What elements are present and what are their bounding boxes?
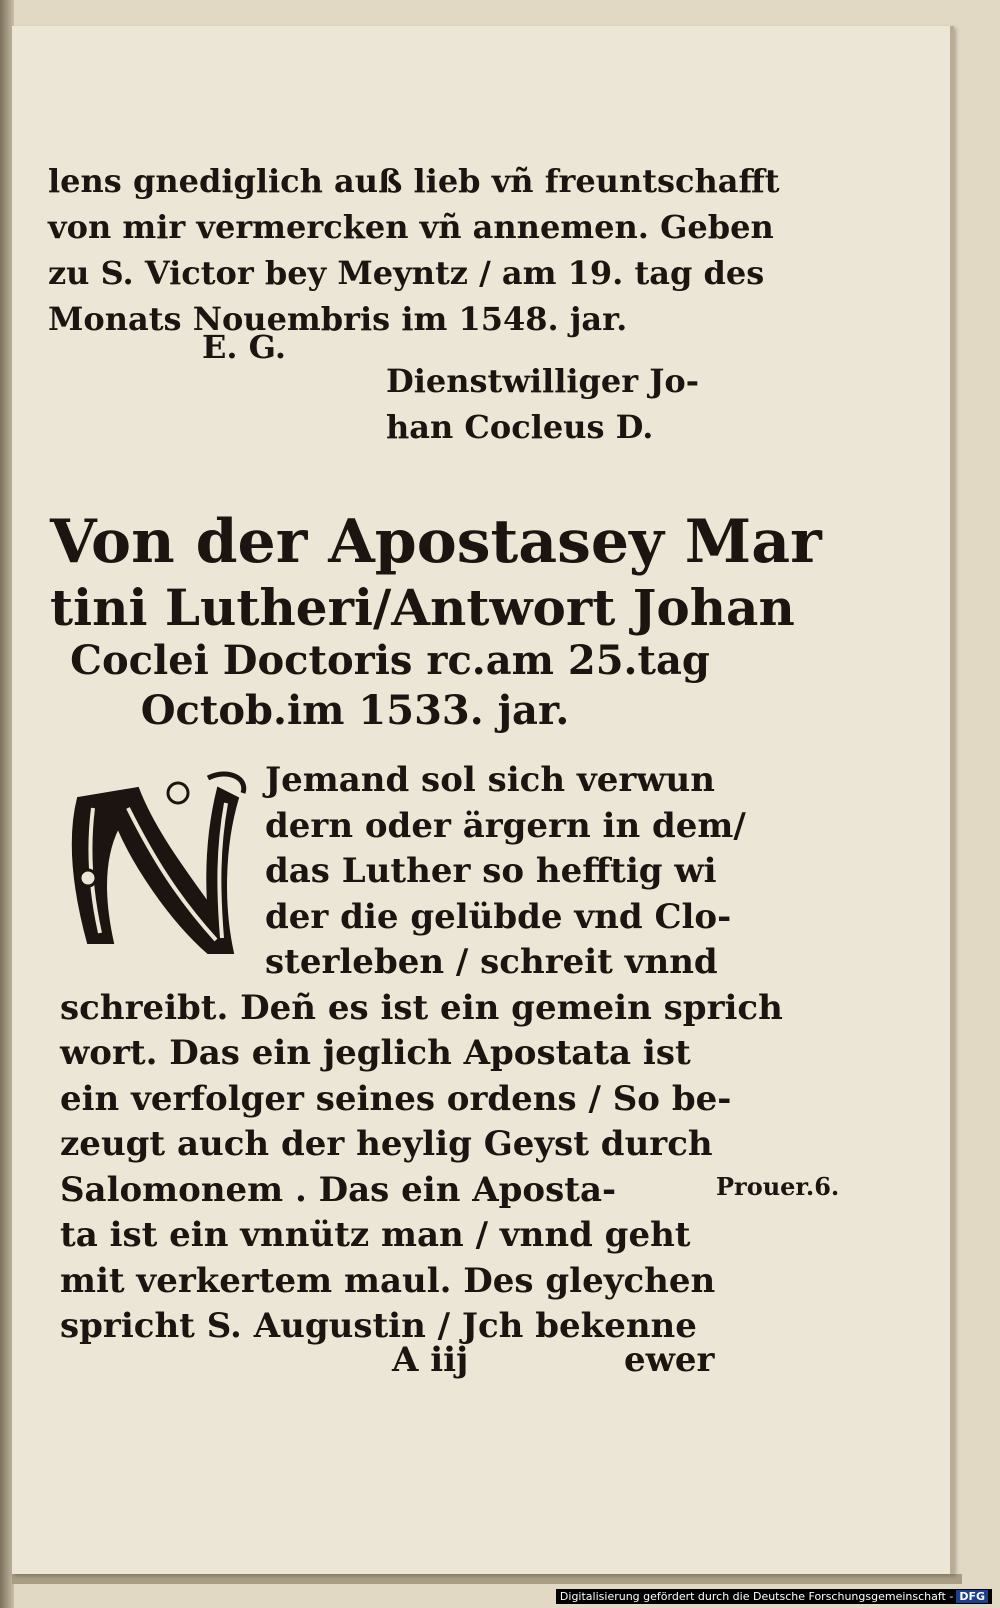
- credit-text: Digitalisierung gefördert durch die Deutsche Forschungsgemeinschaft -: [559, 1590, 954, 1603]
- page-bottom-edge: [12, 1574, 962, 1584]
- catchword: ewer: [624, 1340, 715, 1380]
- body-line-7: wort. Das ein jeglich Apostata ist: [60, 1033, 691, 1073]
- body-line-8: ein verfolger seines ordens / So be-: [60, 1078, 732, 1119]
- section-title: [50, 507, 822, 736]
- body-line-12: mit verkertem maul. Des gleychen: [60, 1260, 716, 1301]
- closing-line-3: zu S. Victor bey Meyntz / am 19. tag des: [48, 254, 765, 292]
- signature-line-2: han Cocleus D.: [386, 408, 654, 446]
- closing-line-2: von mir vermercken vñ annemen. Geben: [48, 208, 774, 246]
- title-line-2: tini Lutheri/Antwort Johan: [50, 578, 795, 637]
- marginal-note: Prouer.6.: [716, 1172, 840, 1201]
- closing-line-4: Monats Nouembris im 1548. jar.: [48, 300, 628, 338]
- body-line-3: das Luther so hefftig wi: [265, 851, 717, 891]
- body-line-1: Jemand sol sich verwun: [265, 760, 715, 800]
- title-line-4: Octob.im 1533. jar.: [140, 687, 570, 734]
- signature: [386, 358, 726, 450]
- closing-paragraph: [48, 158, 780, 342]
- body-line-13: spricht S. Augustin / Jch bekenne: [60, 1306, 697, 1346]
- body-line-10: Salomonem . Das ein Aposta-: [60, 1169, 617, 1210]
- body-line-6: schreibt. Deñ es ist ein gemein sprich: [60, 987, 783, 1028]
- dfg-logo: DFG: [956, 1590, 988, 1603]
- salutation: E. G.: [202, 328, 286, 366]
- body-line-5: sterleben / schreit vnnd: [265, 942, 718, 982]
- body-line-11: ta ist ein vnnütz man / vnnd geht: [60, 1215, 691, 1255]
- signature-mark: A iij: [392, 1340, 469, 1380]
- title-line-1: Von der Apostasey Mar: [50, 507, 822, 577]
- closing-line-1: lens gnediglich auß lieb vñ freuntschafft: [48, 162, 780, 200]
- signature-line-1: Dienstwilliger Jo-: [386, 362, 699, 400]
- title-line-3: Coclei Doctoris rc.am 25.tag: [70, 637, 710, 684]
- body-line-9: zeugt auch der heylig Geyst durch: [60, 1124, 713, 1164]
- body-line-4: der die gelübde vnd Clo-: [265, 896, 732, 937]
- digitization-credit: [556, 1589, 992, 1604]
- body-line-2: dern oder ärgern in dem/: [265, 805, 746, 846]
